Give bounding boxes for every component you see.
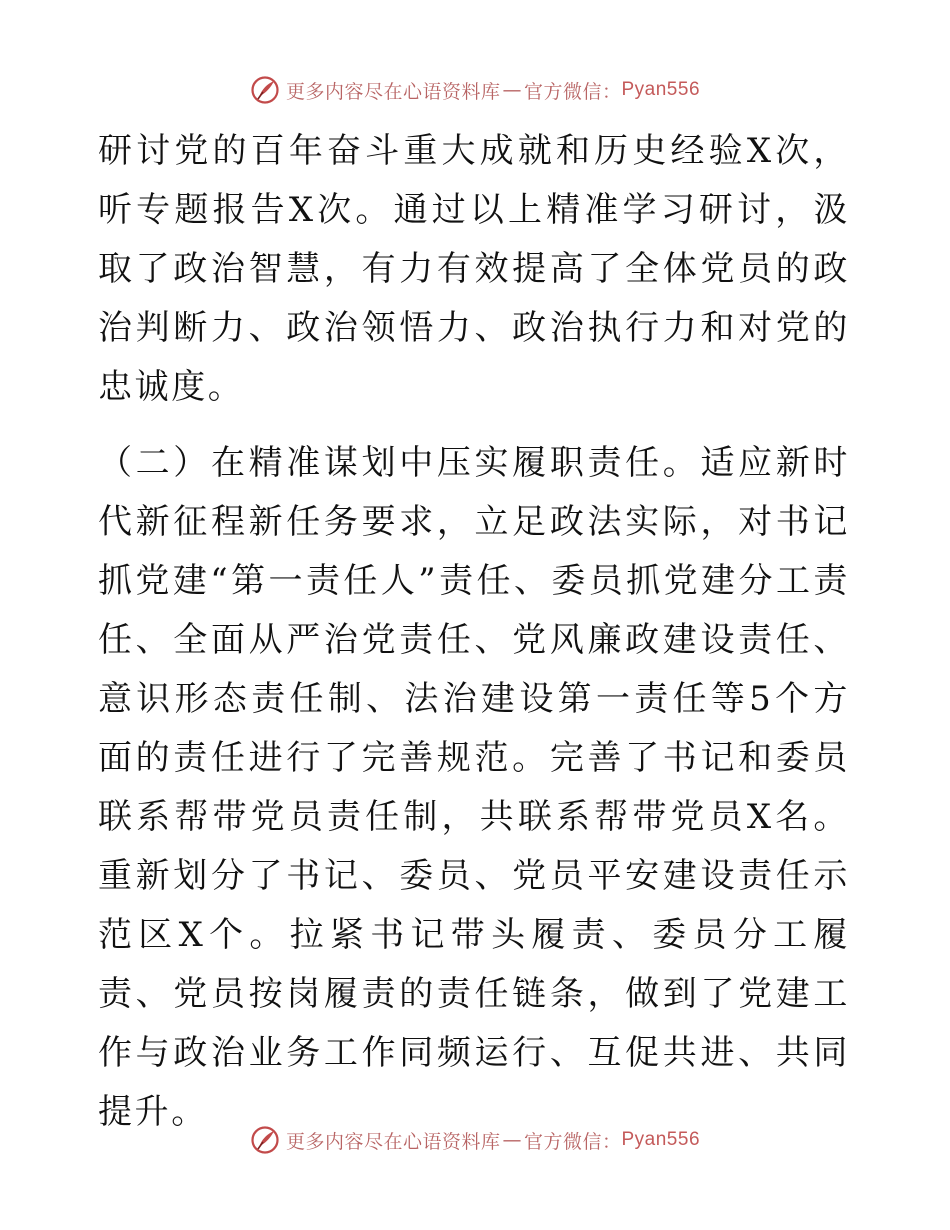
feather-pen-icon [250, 1125, 280, 1155]
watermark-separator: — [502, 1129, 522, 1151]
header-watermark [0, 70, 950, 110]
watermark-site-text: 更多内容尽在心语资料库 [285, 1130, 501, 1153]
watermark-wechat-label: 官方微信： [523, 80, 622, 103]
watermark-wechat-handle: Pyan556 [621, 1129, 701, 1150]
paragraph-study-summary: 研讨党的百年奋斗重大成就和历史经验X次，听专题报告X次。通过以上精准学习研讨，汲取了政治智慧，有力有效提高了全体党员的政治判断力、政治领悟力、政治执行力和对党的忠诚度。 [98, 131, 850, 407]
paragraph-responsibility: （二）在精准谋划中压实履职责任。适应新时代新征程新任务要求，立足政法实际，对书记抓党建“第一责任人”责任、委员抓党建分工责任、全面从严治党责任、党风廉政建设责任、意识形态责任制、法治建设第一责任等5个方面的责任进行了完善规范。完善了书记和委员联系帮带党员责任制，共联系帮带党员X名。重新划分了书记、委员、党员平安建设责任示范区X个。拉紧书记带头履责、委员分工履责、党员按岗履责的责任链条，做到了党建工作与政治业务工作同频运行、互促共进、共同提升。 [98, 443, 850, 1132]
watermark-wechat-label: 官方微信： [523, 1130, 622, 1153]
watermark-site-text: 更多内容尽在心语资料库 [285, 80, 501, 103]
footer-watermark [0, 1120, 950, 1160]
feather-pen-icon [250, 75, 280, 105]
document-body [98, 122, 850, 1142]
watermark-wechat-handle: Pyan556 [621, 79, 701, 100]
watermark-separator: — [502, 79, 522, 101]
